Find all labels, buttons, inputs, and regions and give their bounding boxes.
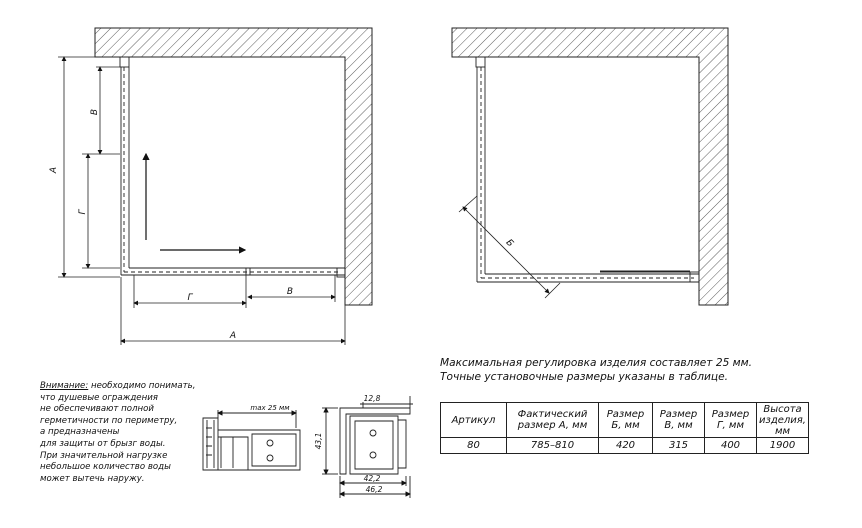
warning-line-6: для защиты от брызг воды. (40, 438, 166, 449)
warning-note (40, 381, 215, 485)
caption-line-2: Точные установочные размеры указаны в таблице. (440, 371, 729, 383)
specification-table (440, 402, 809, 454)
warning-line-9: может вытечь наружу. (40, 473, 145, 484)
table-row (441, 438, 809, 454)
cell-size-g: 400 (705, 438, 757, 454)
header-height: Высота изделия, мм (757, 403, 809, 438)
header-article: Артикул (441, 403, 507, 438)
right-plan (452, 28, 728, 305)
dim-b-vertical: В (90, 108, 100, 116)
header-size-g: Размер Г, мм (705, 403, 757, 438)
caption-line-1: Максимальная регулировка изделия составляет 25 мм. (440, 357, 753, 369)
cell-size-b: 420 (599, 438, 653, 454)
warning-line-4: герметичности по периметру, (40, 415, 178, 426)
warning-line-7: При значительной нагрузке (40, 450, 168, 461)
dim-a-horizontal: A (229, 331, 237, 341)
profile-dim-height: 43,1 (314, 432, 323, 450)
profile-dim-bottom-1: 42,2 (363, 474, 381, 483)
cell-size-v: 315 (653, 438, 705, 454)
cell-article: 80 (441, 438, 507, 454)
profile-dim-bottom-2: 46,2 (365, 485, 383, 494)
profile-dim-top: 12,8 (363, 394, 381, 403)
dim-b-diagonal: Б (503, 237, 516, 250)
profile-max-label: max 25 мм (250, 404, 290, 412)
dim-g-vertical: Г (78, 209, 88, 215)
right-plan-wall (452, 28, 728, 305)
dim-a-vertical: A (49, 166, 59, 174)
left-plan (49, 28, 372, 345)
table-header-row (441, 403, 809, 438)
warning-line-5: а предназначены (40, 427, 120, 438)
header-size-v: Размер В, мм (653, 403, 705, 438)
warning-label: Внимание: (40, 381, 89, 391)
left-plan-wall (95, 28, 372, 305)
cell-height: 1900 (757, 438, 809, 454)
dim-b-horizontal: В (286, 287, 294, 297)
warning-line-8: небольшое количество воды (40, 462, 171, 473)
dim-g-horizontal: Г (187, 293, 193, 303)
cell-actual-size: 785–810 (507, 438, 599, 454)
adjustment-caption (440, 356, 840, 384)
warning-line-2: что душевые ограждения (40, 392, 158, 403)
profile-left (203, 410, 300, 470)
header-actual-size: Фактический размер A, мм (507, 403, 599, 438)
warning-line-1: Внимание: необходимо понимать, (40, 381, 196, 391)
warning-line-3: не обеспечивают полной (40, 404, 154, 415)
header-size-b: Размер Б, мм (599, 403, 653, 438)
